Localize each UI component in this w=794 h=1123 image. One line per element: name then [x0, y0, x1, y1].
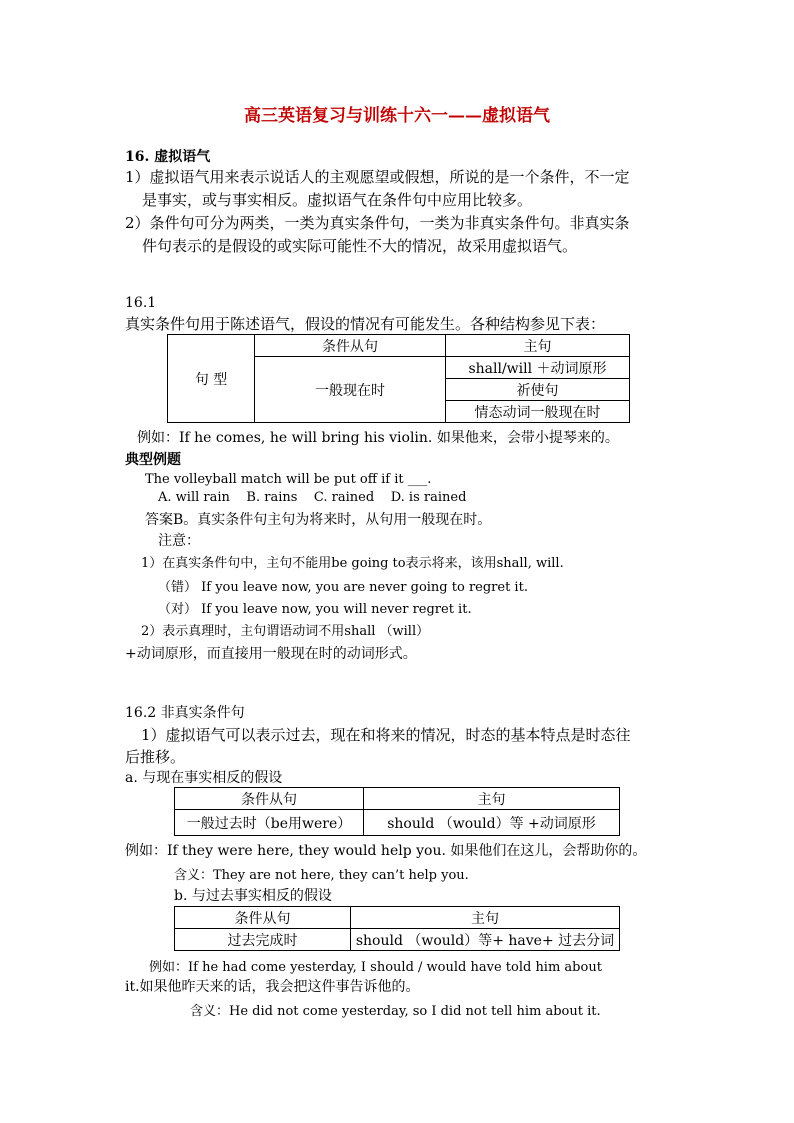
- paragraph-line: 真实条件句用于陈述语气，假设的情况有可能发生。各种结构参见下表：: [125, 315, 606, 333]
- table-cell: 一般过去时（be用were）: [175, 810, 364, 836]
- paragraph-line: 2）条件句可分为两类，一类为真实条件句，一类为非真实条件句。非真实条: [125, 214, 630, 232]
- table-header: 主句: [351, 907, 620, 929]
- table-header: 主句: [446, 335, 630, 357]
- example-line: 例如：If he comes, he will bring his violin. 如果他来，会带小提琴来的。: [137, 430, 619, 446]
- note-line: 1）在真实条件句中，主句不能用be going to表示将来，该用shall, will.: [141, 556, 564, 571]
- table-cell: 一般现在时: [255, 357, 446, 423]
- note-line: 2）表示真理时，主句谓语动词不用shall （will）: [141, 624, 430, 639]
- table-cell: 情态动词一般现在时: [446, 401, 630, 423]
- paragraph-line: 后推移。: [125, 748, 186, 766]
- subheading: a. 与现在事实相反的假设: [125, 770, 283, 786]
- right-example: （对） If you leave now, you will never regret it.: [158, 602, 472, 617]
- question-line: The volleyball match will be put off if it ___.: [145, 472, 432, 487]
- present-unreal-table: [174, 787, 620, 836]
- table-row-header: 句 型: [168, 335, 255, 423]
- table-cell: 祈使句: [446, 379, 630, 401]
- paragraph-line: 1）虚拟语气可以表示过去，现在和将来的情况，时态的基本特点是时态往: [141, 726, 631, 744]
- note-label: 注意：: [158, 533, 200, 549]
- note-line: +动词原形，而直接用一般现在时的动词形式。: [125, 646, 417, 662]
- table-header: 条件从句: [255, 335, 446, 357]
- table-cell: should （would）等 +动词原形: [364, 810, 620, 836]
- example-line: it.如果他昨天来的话，我会把这件事告诉他的。: [125, 979, 420, 995]
- section-number: 16.1: [125, 295, 157, 311]
- section-heading: 16.2 非真实条件句: [125, 705, 245, 721]
- table-header: 条件从句: [175, 788, 364, 810]
- section-heading: 16. 虚拟语气: [125, 149, 211, 165]
- document-title: 高三英语复习与训练十六一——虚拟语气: [244, 106, 550, 126]
- table-header: 主句: [364, 788, 620, 810]
- example-line: 例如：If they were here, they would help you. 如果他们在这儿，会帮助你的。: [125, 843, 647, 859]
- table-cell: shall/will ＋动词原形: [446, 357, 630, 379]
- past-unreal-table: [174, 906, 620, 951]
- meaning-line: 含义：He did not come yesterday, so I did not tell him about it.: [190, 1004, 601, 1019]
- paragraph-line: 是事实，或与事实相反。虚拟语气在条件句中应用比较多。: [142, 191, 533, 209]
- paragraph-line: 1）虚拟语气用来表示说话人的主观愿望或假想，所说的是一个条件，不一定: [125, 168, 630, 186]
- options-line: A. will rain B. rains C. rained D. is rained: [158, 490, 467, 505]
- table-cell: should （would）等+ have+ 过去分词: [351, 929, 620, 951]
- table-cell: 过去完成时: [175, 929, 351, 951]
- example-line: 例如：If he had come yesterday, I should / would have told him about: [149, 960, 602, 975]
- real-conditional-table: [167, 334, 630, 423]
- subheading: 典型例题: [125, 452, 181, 468]
- answer-line: 答案B。真实条件句主句为将来时，从句用一般现在时。: [145, 512, 492, 528]
- table-header: 条件从句: [175, 907, 351, 929]
- wrong-example: （错） If you leave now, you are never going to regret it.: [158, 580, 528, 595]
- paragraph-line: 件句表示的是假设的或实际可能性不大的情况，故采用虚拟语气。: [142, 237, 578, 255]
- subheading: b. 与过去事实相反的假设: [174, 888, 332, 904]
- meaning-line: 含义：They are not here, they can’t help you.: [174, 868, 469, 883]
